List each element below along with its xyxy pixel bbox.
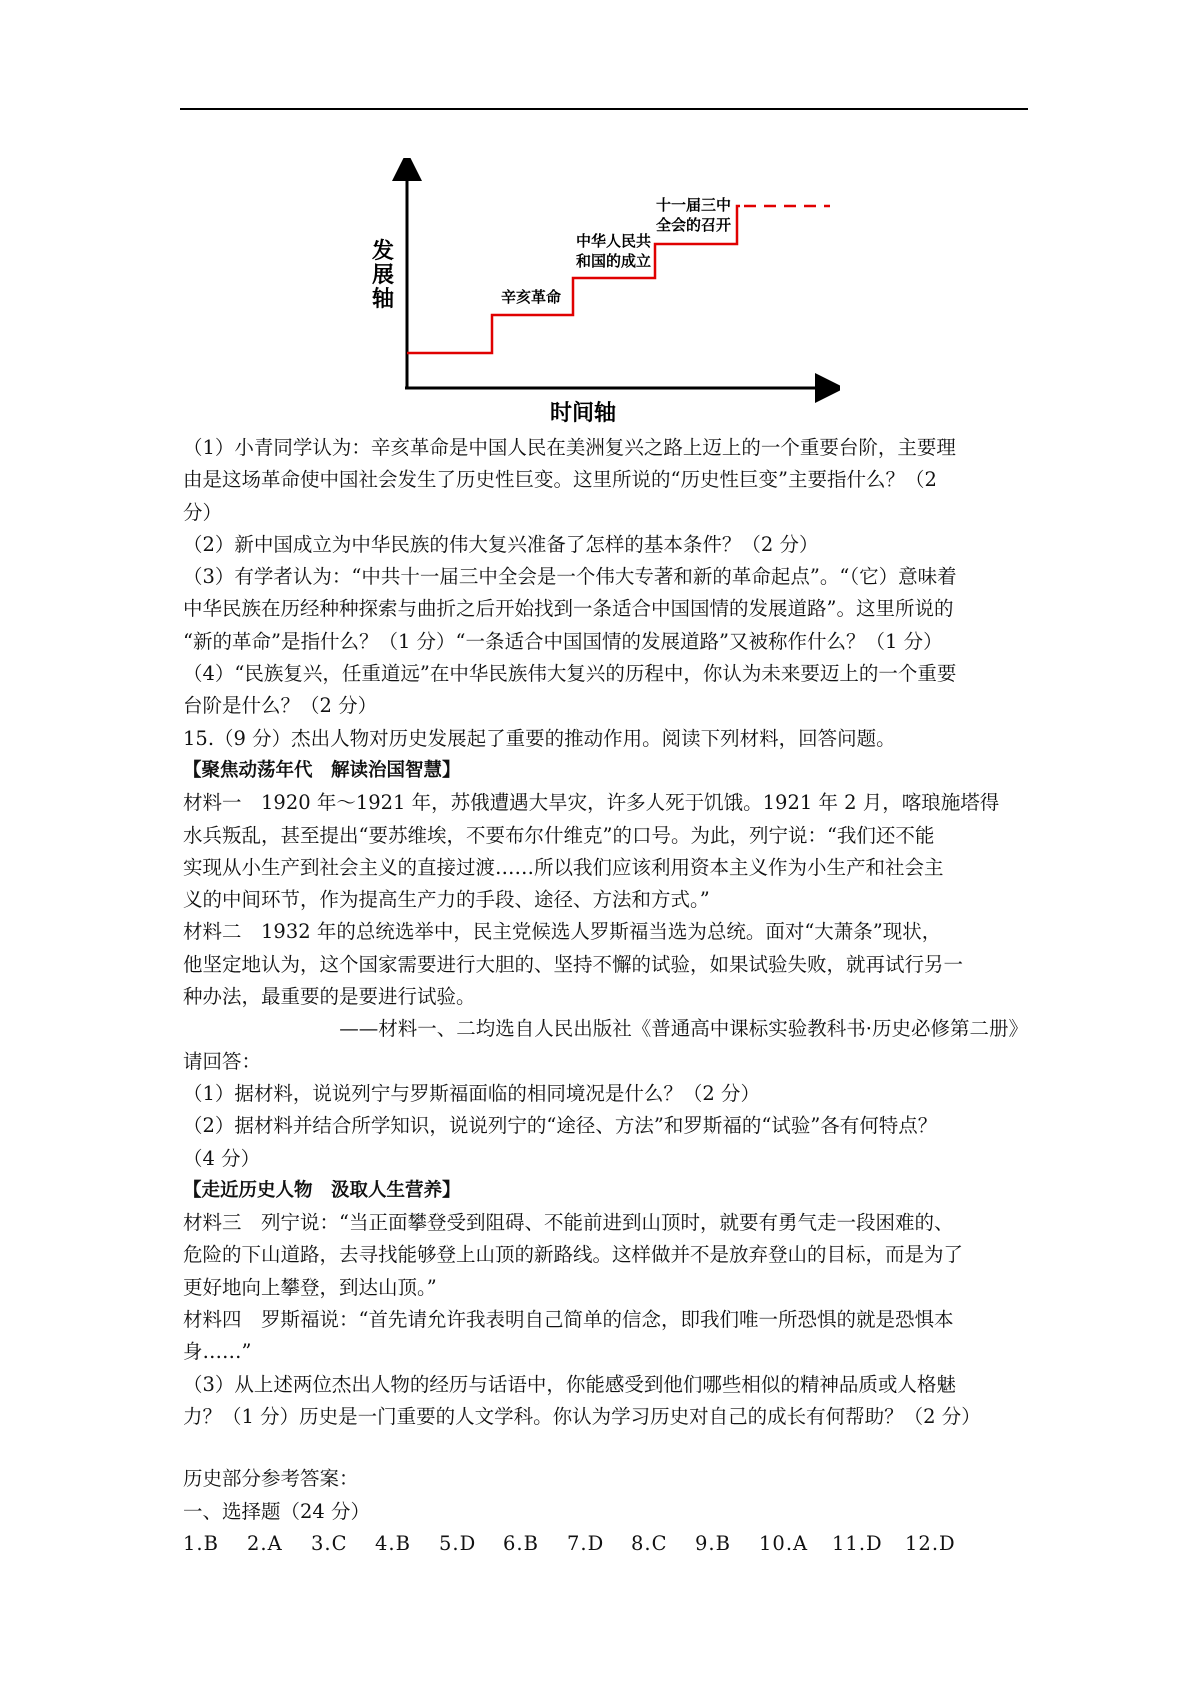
answer-item: 12.D <box>905 1531 956 1555</box>
text-line: 实现从小生产到社会主义的直接过渡……所以我们应该利用资本主义作为小生产和社会主 <box>183 855 944 879</box>
text-line: 材料二 1932 年的总统选举中，民主党候选人罗斯福当选为总统。面对“大萧条”现状， <box>183 920 942 944</box>
x-axis-label: 时间轴 <box>550 401 617 426</box>
document-body <box>183 432 1028 1560</box>
text-line: （4）“民族复兴，任重道远”在中华民族伟大复兴的历程中，你认为未来要迈上的一个重要 <box>183 662 957 686</box>
text-line: 中华民族在历经种种探索与曲折之后开始找到一条适合中国国情的发展道路”。这里所说的 <box>183 597 954 621</box>
answer-item: 7.D <box>567 1531 605 1555</box>
text-line: （1）小青同学认为：辛亥革命是中国人民在美洲复兴之路上迈上的一个重要台阶，主要理 <box>183 436 956 459</box>
text-line: 材料三 列宁说：“当正面攀登受到阻碍、不能前进到山顶时，就要有勇气走一段困难的、 <box>183 1211 954 1235</box>
text-line: 危险的下山道路，去寻找能够登上山顶的新路线。这样做并不是放弃登山的目标，而是为了 <box>183 1243 964 1267</box>
text-line: 种办法，最重要的是要进行试验。 <box>183 985 476 1009</box>
text-line: （3）有学者认为：“中共十一届三中全会是一个伟大专著和新的革命起点”。“（它）意味着 <box>183 565 957 589</box>
answer-key <box>183 1528 1028 1560</box>
text-line: 身……” <box>183 1340 252 1364</box>
text-line: 力？（1 分）历史是一门重要的人文学科。你认为学习历史对自己的成长有何帮助？（2 分） <box>183 1404 981 1428</box>
section-heading: 【走近历史人物 汲取人生营养】 <box>183 1179 461 1201</box>
answer-item: 8.C <box>631 1531 668 1555</box>
answer-item: 6.B <box>503 1531 539 1555</box>
text-line: 更好地向上攀登，到达山顶。” <box>183 1275 437 1299</box>
answers-subheading: 一、选择题（24 分） <box>183 1499 371 1523</box>
text-line: 水兵叛乱，甚至提出“要苏维埃，不要布尔什维克”的口号。为此，列宁说：“我们还不能 <box>183 823 935 847</box>
answer-item: 1.B <box>183 1531 219 1555</box>
text-line: 请回答： <box>183 1049 262 1073</box>
answer-item: 9.B <box>695 1531 731 1555</box>
step-label-prc-1: 中华人民共 <box>576 232 652 250</box>
text-line: （3）从上述两位杰出人物的经历与话语中，你能感受到他们哪些相似的精神品质或人格魅 <box>183 1372 956 1396</box>
answer-item: 5.D <box>439 1531 477 1555</box>
text-line: （2）新中国成立为中华民族的伟大复兴准备了怎样的基本条件？（2 分） <box>183 532 819 556</box>
text-line: 由是这场革命使中国社会发生了历史性巨变。这里所说的“历史性巨变”主要指什么？（2 <box>183 468 937 492</box>
step-label-plenum-1: 十一届三中 <box>656 196 732 214</box>
text-line: 材料四 罗斯福说：“首先请允许我表明自己简单的信念，即我们唯一所恐惧的就是恐惧本 <box>183 1308 954 1332</box>
section-heading: 【聚焦动荡年代 解读治国智慧】 <box>183 759 461 781</box>
text-line: 材料一 1920 年～1921 年，苏俄遭遇大旱灾，许多人死于饥饿。1921 年 2 月，喀琅施塔得 <box>183 791 1000 815</box>
text-line: 分） <box>183 500 223 524</box>
text-line: 台阶是什么？（2 分） <box>183 694 378 718</box>
text-line: “新的革命”是指什么？（1 分）“一条适合中国国情的发展道路”又被称作什么？（1 分） <box>183 629 943 653</box>
header-rule <box>180 108 1028 110</box>
text-line: （2）据材料并结合所学知识，说说列宁的“途径、方法”和罗斯福的“试验”各有何特点？ <box>183 1114 938 1138</box>
question-15-heading: 15.（9 分）杰出人物对历史发展起了重要的推动作用。阅读下列材料，回答问题。 <box>183 726 896 750</box>
answer-item: 10.A <box>759 1531 809 1555</box>
answer-item: 11.D <box>832 1531 883 1555</box>
step-label-prc-2: 和国的成立 <box>576 252 652 270</box>
text-line: （4 分） <box>183 1146 261 1170</box>
answer-item: 3.C <box>311 1531 348 1555</box>
step-label-plenum-2: 全会的召开 <box>656 216 732 234</box>
step-label-xinhai: 辛亥革命 <box>501 288 562 306</box>
development-diagram <box>360 158 840 428</box>
text-line: （1）据材料，说说列宁与罗斯福面临的相同境况是什么？（2 分） <box>183 1081 761 1105</box>
y-axis-label-3: 轴 <box>372 287 395 312</box>
source-citation: ——材料一、二均选自人民出版社《普通高中课标实验教科书·历史必修第二册》 <box>339 1017 1028 1041</box>
text-line: 他坚定地认为，这个国家需要进行大胆的、坚持不懈的试验，如果试验失败，就再试行另一 <box>183 952 964 976</box>
answer-item: 2.A <box>247 1531 283 1555</box>
answer-item: 4.B <box>375 1531 411 1555</box>
text-line: 义的中间环节，作为提高生产力的手段、途径、方法和方式。” <box>183 888 710 912</box>
y-axis-label-2: 展 <box>372 263 395 288</box>
answers-heading: 历史部分参考答案： <box>183 1467 359 1491</box>
y-axis-label-1: 发 <box>372 239 395 264</box>
